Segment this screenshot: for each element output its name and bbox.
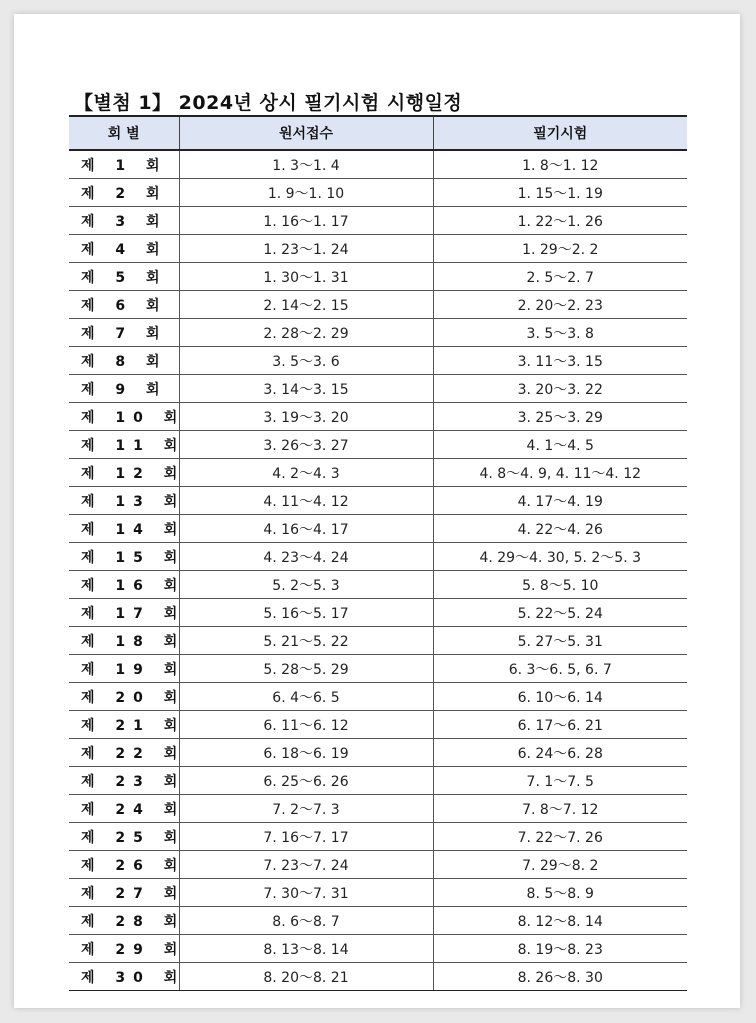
exam-period-cell: 1. 8～1. 12 bbox=[433, 150, 687, 179]
exam-period-cell: 5. 22～5. 24 bbox=[433, 599, 687, 627]
document-title: 【별첨 1】 2024년 상시 필기시험 시행일정 bbox=[74, 92, 463, 114]
application-period-cell: 7. 23～7. 24 bbox=[179, 851, 433, 879]
table-row bbox=[69, 711, 687, 739]
round-cell: 제 4 회 bbox=[69, 235, 179, 263]
round-cell: 제 9 회 bbox=[69, 375, 179, 403]
round-cell: 제 8 회 bbox=[69, 347, 179, 375]
table-row bbox=[69, 179, 687, 207]
exam-period-cell: 7. 8～7. 12 bbox=[433, 795, 687, 823]
application-period-cell: 4. 23～4. 24 bbox=[179, 543, 433, 571]
application-period-cell: 1. 3～1. 4 bbox=[179, 150, 433, 179]
exam-period-cell: 4. 17～4. 19 bbox=[433, 487, 687, 515]
table-row bbox=[69, 795, 687, 823]
table-row bbox=[69, 851, 687, 879]
table-row bbox=[69, 767, 687, 795]
table-row bbox=[69, 739, 687, 767]
exam-period-cell: 8. 12～8. 14 bbox=[433, 907, 687, 935]
document-page bbox=[14, 14, 740, 1008]
application-period-cell: 5. 28～5. 29 bbox=[179, 655, 433, 683]
exam-period-cell: 7. 22～7. 26 bbox=[433, 823, 687, 851]
round-cell: 제 27 회 bbox=[69, 879, 179, 907]
round-cell: 제 2 회 bbox=[69, 179, 179, 207]
application-period-cell: 1. 16～1. 17 bbox=[179, 207, 433, 235]
exam-period-cell: 6. 3～6. 5, 6. 7 bbox=[433, 655, 687, 683]
application-period-cell: 4. 2～4. 3 bbox=[179, 459, 433, 487]
application-period-cell: 3. 19～3. 20 bbox=[179, 403, 433, 431]
table-row bbox=[69, 515, 687, 543]
table-row bbox=[69, 571, 687, 599]
application-period-cell: 4. 11～4. 12 bbox=[179, 487, 433, 515]
application-period-cell: 1. 23～1. 24 bbox=[179, 235, 433, 263]
table-body bbox=[69, 150, 687, 991]
exam-period-cell: 6. 24～6. 28 bbox=[433, 739, 687, 767]
table-row bbox=[69, 487, 687, 515]
application-period-cell: 3. 26～3. 27 bbox=[179, 431, 433, 459]
exam-period-cell: 4. 1～4. 5 bbox=[433, 431, 687, 459]
table-row bbox=[69, 627, 687, 655]
table-row bbox=[69, 375, 687, 403]
exam-period-cell: 7. 1～7. 5 bbox=[433, 767, 687, 795]
round-cell: 제 24 회 bbox=[69, 795, 179, 823]
round-cell: 제 12 회 bbox=[69, 459, 179, 487]
exam-period-cell: 5. 8～5. 10 bbox=[433, 571, 687, 599]
application-period-cell: 5. 2～5. 3 bbox=[179, 571, 433, 599]
exam-period-cell: 1. 22～1. 26 bbox=[433, 207, 687, 235]
table-row bbox=[69, 319, 687, 347]
exam-period-cell: 4. 8～4. 9, 4. 11～4. 12 bbox=[433, 459, 687, 487]
round-cell: 제 1 회 bbox=[69, 150, 179, 179]
application-period-cell: 7. 16～7. 17 bbox=[179, 823, 433, 851]
application-period-cell: 2. 14～2. 15 bbox=[179, 291, 433, 319]
exam-period-cell: 5. 27～5. 31 bbox=[433, 627, 687, 655]
round-cell: 제 20 회 bbox=[69, 683, 179, 711]
exam-period-cell: 3. 25～3. 29 bbox=[433, 403, 687, 431]
round-cell: 제 5 회 bbox=[69, 263, 179, 291]
table-row bbox=[69, 963, 687, 991]
exam-period-cell: 3. 5～3. 8 bbox=[433, 319, 687, 347]
exam-period-cell: 2. 5～2. 7 bbox=[433, 263, 687, 291]
exam-period-cell: 4. 22～4. 26 bbox=[433, 515, 687, 543]
application-period-cell: 6. 18～6. 19 bbox=[179, 739, 433, 767]
round-cell: 제 6 회 bbox=[69, 291, 179, 319]
round-cell: 제 30 회 bbox=[69, 963, 179, 991]
table-row bbox=[69, 347, 687, 375]
application-period-cell: 1. 9～1. 10 bbox=[179, 179, 433, 207]
table-row bbox=[69, 235, 687, 263]
round-cell: 제 29 회 bbox=[69, 935, 179, 963]
application-period-cell: 8. 6～8. 7 bbox=[179, 907, 433, 935]
application-period-cell: 8. 20～8. 21 bbox=[179, 963, 433, 991]
table-row bbox=[69, 263, 687, 291]
exam-period-cell: 7. 29～8. 2 bbox=[433, 851, 687, 879]
round-cell: 제 19 회 bbox=[69, 655, 179, 683]
round-cell: 제 13 회 bbox=[69, 487, 179, 515]
round-cell: 제 7 회 bbox=[69, 319, 179, 347]
application-period-cell: 8. 13～8. 14 bbox=[179, 935, 433, 963]
round-cell: 제 21 회 bbox=[69, 711, 179, 739]
table-header-row bbox=[69, 116, 687, 150]
round-cell: 제 17 회 bbox=[69, 599, 179, 627]
table-row bbox=[69, 291, 687, 319]
table-row bbox=[69, 431, 687, 459]
exam-schedule-table bbox=[69, 115, 687, 991]
table-row bbox=[69, 599, 687, 627]
application-period-cell: 2. 28～2. 29 bbox=[179, 319, 433, 347]
round-cell: 제 26 회 bbox=[69, 851, 179, 879]
round-cell: 제 16 회 bbox=[69, 571, 179, 599]
round-cell: 제 11 회 bbox=[69, 431, 179, 459]
header-exam: 필기시험 bbox=[433, 116, 687, 150]
exam-period-cell: 8. 19～8. 23 bbox=[433, 935, 687, 963]
table-row bbox=[69, 403, 687, 431]
table-row bbox=[69, 655, 687, 683]
round-cell: 제 3 회 bbox=[69, 207, 179, 235]
exam-period-cell: 8. 5～8. 9 bbox=[433, 879, 687, 907]
round-cell: 제 28 회 bbox=[69, 907, 179, 935]
table-row bbox=[69, 459, 687, 487]
application-period-cell: 7. 2～7. 3 bbox=[179, 795, 433, 823]
round-cell: 제 25 회 bbox=[69, 823, 179, 851]
round-cell: 제 18 회 bbox=[69, 627, 179, 655]
round-cell: 제 23 회 bbox=[69, 767, 179, 795]
round-cell: 제 22 회 bbox=[69, 739, 179, 767]
exam-period-cell: 1. 29～2. 2 bbox=[433, 235, 687, 263]
round-cell: 제 14 회 bbox=[69, 515, 179, 543]
table-row bbox=[69, 879, 687, 907]
table-row bbox=[69, 935, 687, 963]
table-row bbox=[69, 543, 687, 571]
application-period-cell: 3. 5～3. 6 bbox=[179, 347, 433, 375]
table-row bbox=[69, 907, 687, 935]
header-application: 원서접수 bbox=[179, 116, 433, 150]
exam-period-cell: 8. 26～8. 30 bbox=[433, 963, 687, 991]
exam-period-cell: 1. 15～1. 19 bbox=[433, 179, 687, 207]
round-cell: 제 15 회 bbox=[69, 543, 179, 571]
table-row bbox=[69, 150, 687, 179]
application-period-cell: 1. 30～1. 31 bbox=[179, 263, 433, 291]
application-period-cell: 6. 25～6. 26 bbox=[179, 767, 433, 795]
round-cell: 제 10 회 bbox=[69, 403, 179, 431]
application-period-cell: 4. 16～4. 17 bbox=[179, 515, 433, 543]
exam-period-cell: 4. 29～4. 30, 5. 2～5. 3 bbox=[433, 543, 687, 571]
application-period-cell: 5. 16～5. 17 bbox=[179, 599, 433, 627]
application-period-cell: 7. 30～7. 31 bbox=[179, 879, 433, 907]
exam-period-cell: 6. 10～6. 14 bbox=[433, 683, 687, 711]
exam-period-cell: 3. 11～3. 15 bbox=[433, 347, 687, 375]
table-row bbox=[69, 207, 687, 235]
header-round: 회 별 bbox=[69, 116, 179, 150]
application-period-cell: 6. 11～6. 12 bbox=[179, 711, 433, 739]
application-period-cell: 3. 14～3. 15 bbox=[179, 375, 433, 403]
application-period-cell: 6. 4～6. 5 bbox=[179, 683, 433, 711]
table-row bbox=[69, 683, 687, 711]
exam-period-cell: 2. 20～2. 23 bbox=[433, 291, 687, 319]
table-row bbox=[69, 823, 687, 851]
exam-period-cell: 3. 20～3. 22 bbox=[433, 375, 687, 403]
application-period-cell: 5. 21～5. 22 bbox=[179, 627, 433, 655]
exam-period-cell: 6. 17～6. 21 bbox=[433, 711, 687, 739]
